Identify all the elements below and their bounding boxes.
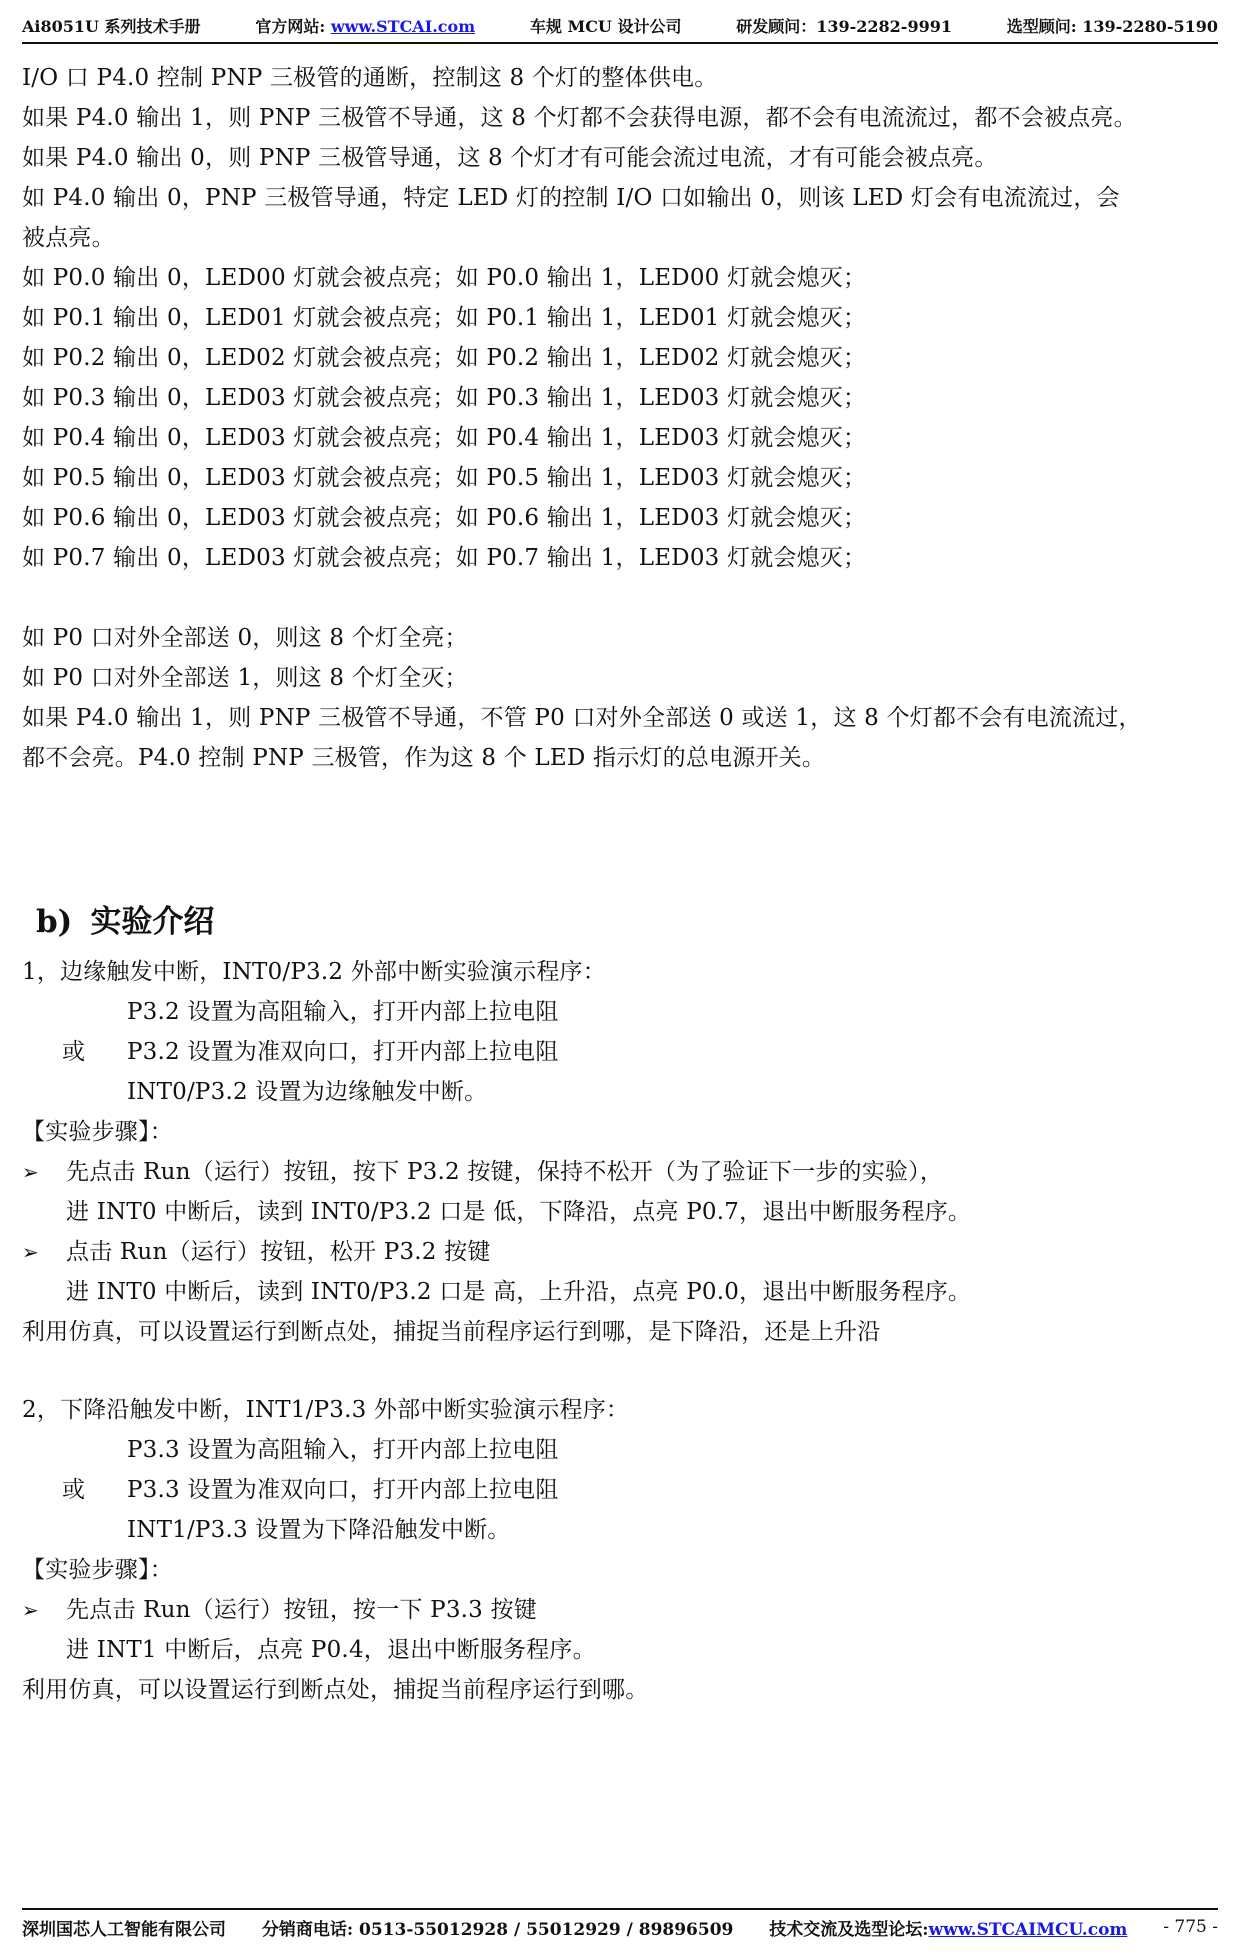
- led-line: 如 P0.6 输出 0，LED03 灯就会被点亮；如 P0.6 输出 1，LED03 灯就会熄灭；: [22, 505, 867, 531]
- led-line: 如 P0.0 输出 0，LED00 灯就会被点亮；如 P0.0 输出 1，LED00 灯就会熄灭；: [22, 265, 867, 291]
- summary-line: 都不会亮。P4.0 控制 PNP 三极管，作为这 8 个 LED 指示灯的总电源开关。: [22, 745, 826, 771]
- intro-line: 如 P4.0 输出 0，PNP 三极管导通，特定 LED 灯的控制 I/O 口如输出 0，则该 LED 灯会有电流流过，会: [22, 185, 1120, 211]
- or-label: 或: [62, 1477, 86, 1503]
- experiment-1-config-alt: [22, 1032, 1222, 1072]
- step-text: 点击 Run（运行）按钮，松开 P3.2 按键: [66, 1239, 491, 1265]
- official-site: [255, 14, 475, 37]
- led-line: 如 P0.4 输出 0，LED03 灯就会被点亮；如 P0.4 输出 1，LED03 灯就会熄灭；: [22, 425, 867, 451]
- forum-link[interactable]: www.STCAIMCU.com: [928, 1919, 1128, 1940]
- step-detail: 进 INT0 中断后，读到 INT0/P3.2 口是 低，下降沿，点亮 P0.7，退出中断服务程序。: [66, 1199, 972, 1225]
- led-line: 如 P0.2 输出 0，LED02 灯就会被点亮；如 P0.2 输出 1，LED02 灯就会熄灭；: [22, 345, 867, 371]
- experiment-2-config-alt-text: P3.3 设置为准双向口，打开内部上拉电阻: [127, 1477, 559, 1503]
- page-number: - 775 -: [1163, 1917, 1218, 1937]
- forum: [769, 1915, 1127, 1940]
- step-detail: 进 INT0 中断后，读到 INT0/P3.2 口是 高，上升沿，点亮 P0.0，退出中断服务程序。: [66, 1279, 972, 1305]
- experiment-1-config: P3.2 设置为高阻输入，打开内部上拉电阻: [127, 999, 559, 1025]
- led-line: 如 P0.3 输出 0，LED03 灯就会被点亮；如 P0.3 输出 1，LED03 灯就会熄灭；: [22, 385, 867, 411]
- summary-line: 如 P0 口对外全部送 1，则这 8 个灯全灭；: [22, 665, 468, 691]
- section-heading: [22, 896, 1222, 948]
- manual-title: Ai8051U 系列技术手册: [22, 16, 201, 36]
- experiment-2-config: P3.3 设置为高阻输入，打开内部上拉电阻: [127, 1437, 559, 1463]
- step-text: 先点击 Run（运行）按钮，按一下 P3.3 按键: [66, 1597, 537, 1623]
- bullet-arrow-icon: ➢: [22, 1240, 39, 1264]
- section-number: b): [36, 904, 73, 940]
- official-site-label: 官方网站:: [255, 16, 331, 36]
- experiment-2-config: INT1/P3.3 设置为下降沿触发中断。: [127, 1517, 511, 1543]
- distributor-phone: 分销商电话: 0513-55012928 / 55012929 / 89896509: [261, 1919, 734, 1940]
- intro-line: I/O 口 P4.0 控制 PNP 三极管的通断，控制这 8 个灯的整体供电。: [22, 65, 718, 91]
- summary-line: 如 P0 口对外全部送 0，则这 8 个灯全亮；: [22, 625, 468, 651]
- experiment-2-title: 2，下降沿触发中断，INT1/P3.3 外部中断实验演示程序：: [22, 1397, 630, 1423]
- or-label: 或: [62, 1039, 86, 1065]
- led-line: 如 P0.1 输出 0，LED01 灯就会被点亮；如 P0.1 输出 1，LED01 灯就会熄灭；: [22, 305, 867, 331]
- led-line: 如 P0.5 输出 0，LED03 灯就会被点亮；如 P0.5 输出 1，LED03 灯就会熄灭；: [22, 465, 867, 491]
- bullet-arrow-icon: ➢: [22, 1160, 39, 1184]
- dev-advisor-phone: 研发顾问：139-2282-9991: [736, 16, 952, 36]
- step-item: [22, 1232, 1222, 1272]
- spacer: [22, 778, 1222, 896]
- experiment-1-note: 利用仿真，可以设置运行到断点处，捕捉当前程序运行到哪，是下降沿，还是上升沿: [22, 1319, 881, 1345]
- steps-label: 【实验步骤】：: [22, 1119, 173, 1145]
- section-title: 实验介绍: [90, 904, 215, 940]
- page-body: [22, 58, 1222, 1710]
- step-item: [22, 1152, 1222, 1192]
- step-item: [22, 1590, 1222, 1630]
- summary-line: 如果 P4.0 输出 1，则 PNP 三极管不导通，不管 P0 口对外全部送 0 或送 1，这 8 个灯都不会有电流流过，: [22, 705, 1142, 731]
- step-detail: 进 INT1 中断后，点亮 P0.4，退出中断服务程序。: [66, 1637, 596, 1663]
- experiment-1-title: 1，边缘触发中断，INT0/P3.2 外部中断实验演示程序：: [22, 959, 606, 985]
- steps-label: 【实验步骤】：: [22, 1557, 173, 1583]
- intro-line: 如果 P4.0 输出 0，则 PNP 三极管导通，这 8 个灯才有可能会流过电流，才有可能会被点亮。: [22, 145, 998, 171]
- intro-line: 被点亮。: [22, 225, 115, 251]
- experiment-2-note: 利用仿真，可以设置运行到断点处，捕捉当前程序运行到哪。: [22, 1677, 649, 1703]
- bullet-arrow-icon: ➢: [22, 1598, 39, 1622]
- selection-advisor-phone: 选型顾问: 139-2280-5190: [1006, 16, 1218, 36]
- forum-label: 技术交流及选型论坛:: [769, 1919, 929, 1940]
- page-header: [22, 8, 1218, 44]
- spacer: [22, 1352, 1222, 1390]
- experiment-1-config: INT0/P3.2 设置为边缘触发中断。: [127, 1079, 488, 1105]
- official-site-link[interactable]: www.STCAI.com: [330, 16, 476, 36]
- led-line: 如 P0.7 输出 0，LED03 灯就会被点亮；如 P0.7 输出 1，LED03 灯就会熄灭；: [22, 545, 867, 571]
- experiment-2-config-alt: [22, 1470, 1222, 1510]
- spacer: [22, 578, 1222, 618]
- company-tagline: 车规 MCU 设计公司: [529, 16, 682, 36]
- experiment-1-config-alt-text: P3.2 设置为准双向口，打开内部上拉电阻: [127, 1039, 559, 1065]
- step-text: 先点击 Run（运行）按钮，按下 P3.2 按键，保持不松开（为了验证下一步的实验），: [66, 1159, 944, 1185]
- footer-company: 深圳国芯人工智能有限公司: [22, 1919, 226, 1940]
- intro-line: 如果 P4.0 输出 1，则 PNP 三极管不导通，这 8 个灯都不会获得电源，都不会有电流流过，都不会被点亮。: [22, 105, 1137, 131]
- page-footer: [22, 1908, 1218, 1944]
